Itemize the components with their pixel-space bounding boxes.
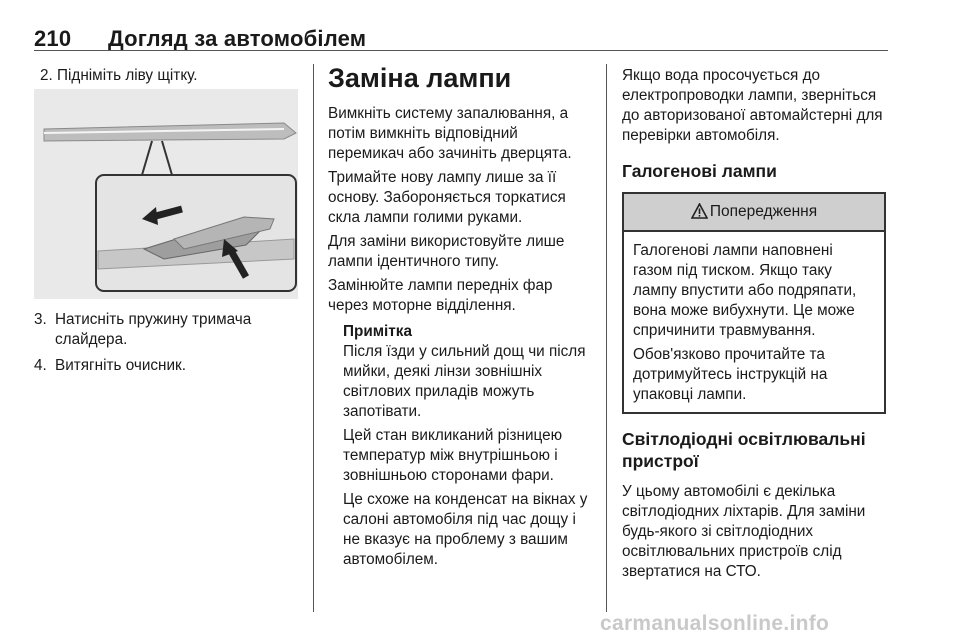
column-1 bbox=[34, 66, 300, 90]
led-paragraph: У цьому автомобілі є декілька світлодіодних ліхтарів. Для заміни будь-якого зі світлодіодних освітлювальних пристроїв слід звертатися на СТО. bbox=[622, 483, 866, 580]
watermark: carmanualsonline.info bbox=[600, 612, 830, 635]
warning-title: Попередження bbox=[709, 203, 818, 220]
warning-icon bbox=[691, 203, 710, 220]
warning-paragraph: Обов'язково прочитайте та дотримуйтесь інструкцій на упаковці лампи. bbox=[633, 346, 828, 403]
page-number: 210 bbox=[34, 26, 72, 51]
warning-box bbox=[622, 192, 886, 414]
warning-body bbox=[624, 232, 884, 412]
column-divider bbox=[313, 64, 314, 612]
header-rule bbox=[34, 50, 888, 51]
note-block bbox=[328, 322, 594, 570]
step-text: Витягніть очисник. bbox=[55, 357, 186, 374]
warning-header bbox=[624, 194, 884, 232]
note-paragraph: Це схоже на конденсат на вікнах у салоні автомобіля під час дощу і не вказує на проблему з вашим автомобілем. bbox=[343, 491, 588, 568]
column-1-steps bbox=[34, 310, 300, 382]
paragraph: Для заміни використовуйте лише лампи ідентичного типу. bbox=[328, 233, 565, 270]
page-header bbox=[34, 26, 366, 52]
warning-paragraph: Галогенові лампи наповнені газом під тиском. Якщо таку лампу впустити або подряпати, вона може вибухнути. Це може спричинити травмування. bbox=[633, 242, 857, 339]
paragraph: Вимкніть систему запалювання, а потім вимкніть відповідний перемикач або зачиніть дверцята. bbox=[328, 105, 572, 162]
wiper-arm-image bbox=[34, 89, 298, 299]
note-paragraph: Цей стан викликаний різницею температур між внутрішньою і зовнішньою сторонами фари. bbox=[343, 427, 563, 484]
step-text: Натисніть пружину тримача слайдера. bbox=[55, 311, 252, 348]
page-title: Догляд за автомобілем bbox=[108, 26, 367, 51]
section-title: Заміна лампи bbox=[328, 63, 512, 93]
step-number: 3. bbox=[34, 311, 47, 328]
note-paragraph: Після їзди у сильний дощ чи після мийки, деякі лінзи зовнішніх світлових приладів можуть запотівати. bbox=[343, 343, 586, 420]
halogen-heading: Галогенові лампи bbox=[622, 161, 777, 181]
steps-list bbox=[34, 310, 300, 376]
column-3 bbox=[622, 66, 886, 586]
step-3 bbox=[34, 310, 300, 350]
step-2: 2. Підніміть ліву щітку. bbox=[40, 67, 198, 84]
paragraph: Замінюйте лампи передніх фар через моторне відділення. bbox=[328, 277, 553, 314]
wiper-illustration bbox=[34, 89, 298, 299]
column-2 bbox=[328, 62, 594, 574]
paragraph: Тримайте нову лампу лише за її основу. Забороняється торкатися скла лампи голими руками. bbox=[328, 169, 566, 226]
column-divider bbox=[606, 64, 607, 612]
step-number: 4. bbox=[34, 357, 47, 374]
step-4 bbox=[34, 356, 300, 376]
intro-paragraph: Якщо вода просочується до електропроводки лампи, зверніться до авторизованої автомайстерні для перевірки автомобіля. bbox=[622, 67, 883, 144]
led-heading: Світлодіодні освітлювальні пристрої bbox=[622, 429, 866, 471]
note-title: Примітка bbox=[343, 323, 412, 340]
